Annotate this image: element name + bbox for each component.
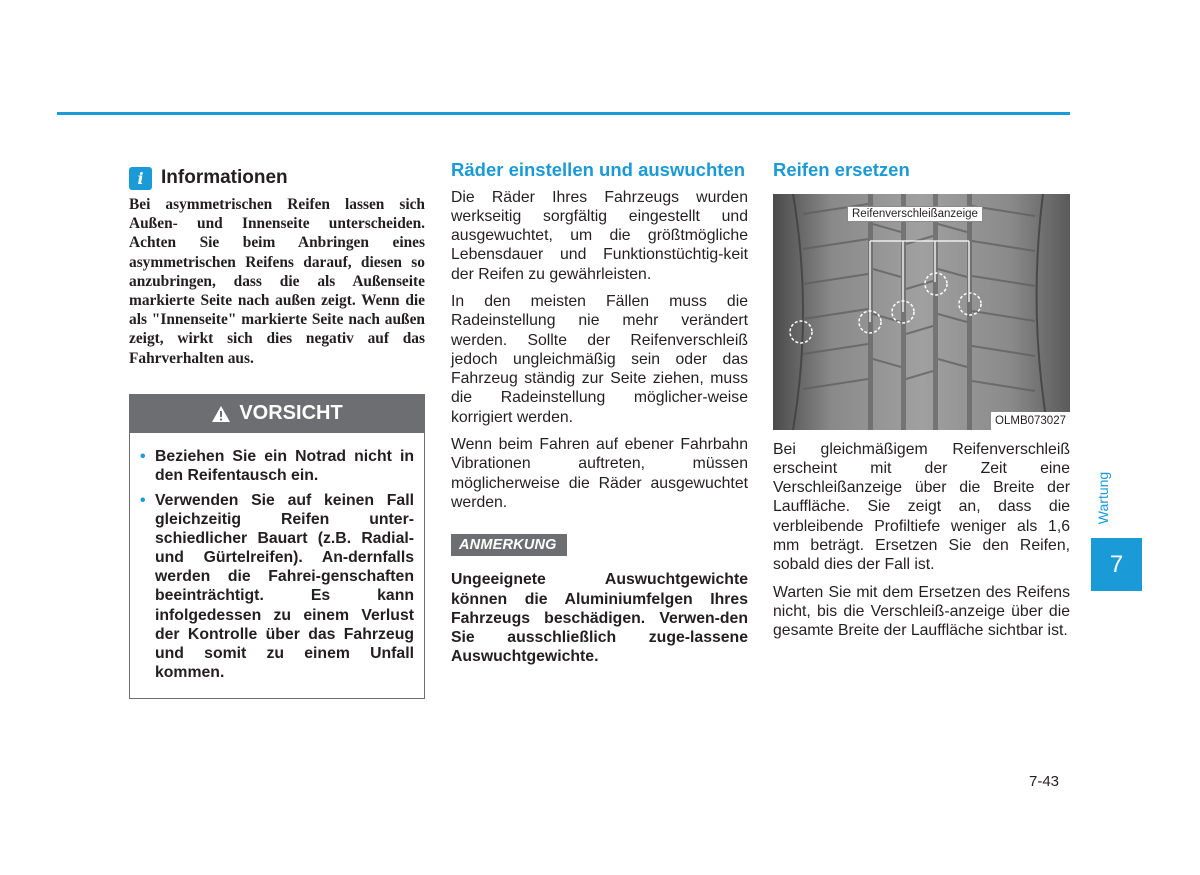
column-wheel-alignment [451,160,748,667]
info-heading [129,166,425,190]
caution-item: • Beziehen Sie ein Notrad nicht in den Reifentausch ein. [140,447,414,485]
alignment-paragraph: Die Räder Ihres Fahrzeugs wurden werkseitig sorgfältig eingestellt und ausgewuchtet, um die größtmögliche Lebensdauer und Funktionstüchtig-keit der Reifen zu gewährleisten. [451,188,748,283]
page-number: 7-43 [1029,773,1060,790]
warning-triangle-icon [211,405,231,423]
caution-header [130,395,424,433]
chapter-name: Wartung [1095,471,1112,525]
replace-paragraph: Warten Sie mit dem Ersetzen des Reifens nicht, bis die Verschleiß-anzeige über die gesamte Breite der Lauffläche sichtbar ist. [773,583,1070,640]
header-rule [57,112,1070,115]
info-icon: i [129,167,152,190]
caution-item: • Verwenden Sie auf keinen Fall gleichzeitig Reifen unter-schiedlicher Bauart (z.B. Radial- und Gürtelreifen). An-dernfalls werden die Fahrei-genschaften beeinträchtigt. Es kann infolgedessen zu einem Verlust der Kontrolle über das Fahrzeug und somit zu einem Unfall kommen. [140,491,414,682]
figure-code: OLMB073027 [991,412,1070,430]
tire-tread-illustration [773,194,1070,430]
replace-paragraph: Bei gleichmäßigem Reifenverschleiß erscheint mit der Zeit eine Verschleißanzeige über die Breite der Lauffläche. Sie zeigt an, dass die verbleibende Profiltiefe weniger als 1,6 mm beträgt. Ersetzen Sie den Reifen, sobald dies der Fall ist. [773,440,1070,574]
chapter-number: 7 [1109,550,1124,578]
chapter-side-label [1091,460,1115,536]
caution-title: VORSICHT [239,402,343,425]
note-body: Ungeeignete Auswuchtgewichte können die Aluminiumfelgen Ihres Fahrzeugs beschädigen. Verwen-den Sie ausschließlich zuge-lassene Auswuchtgewichte. [451,571,748,666]
alignment-paragraph: In den meisten Fällen muss die Radeinstellung nie mehr verändert werden. Sollte der Reifenverschleiß jedoch ungleichmäßig sein oder das Fahrzeug ständig zur Seite ziehen, muss die Radeinstellung möglicher-weise korrigiert werden. [451,292,748,426]
section-title-replace: Reifen ersetzen [773,159,910,180]
note-label: ANMERKUNG [451,534,567,556]
caution-list [130,433,424,698]
info-body: Bei asymmetrischen Reifen lassen sich Außen- und Innenseite unterscheiden. Achten Sie beim Anbringen eines asymmetrischen Reifens darauf, diesen so anzubringen, dass die als Außenseite markierte Seite nach außen zeigt. Wenn die als "Innenseite" markierte Seite nach außen zeigt, wirkt sich dies negativ auf das Fahrverhalten aus. [129,196,425,367]
info-title: Informationen [161,167,288,188]
alignment-paragraph: Wenn beim Fahren auf ebener Fahrbahn Vibrationen auftreten, müssen möglicherweise die Räder ausgewuchtet werden. [451,436,748,511]
column-tire-replacement [773,160,1070,640]
chapter-tab [1091,538,1142,591]
column-information [129,160,425,699]
caution-box [129,394,425,699]
tire-wear-figure [773,194,1070,430]
figure-label: Reifenverschleißanzeige [847,206,983,222]
section-title-alignment: Räder einstellen und auswuchten [451,159,746,180]
